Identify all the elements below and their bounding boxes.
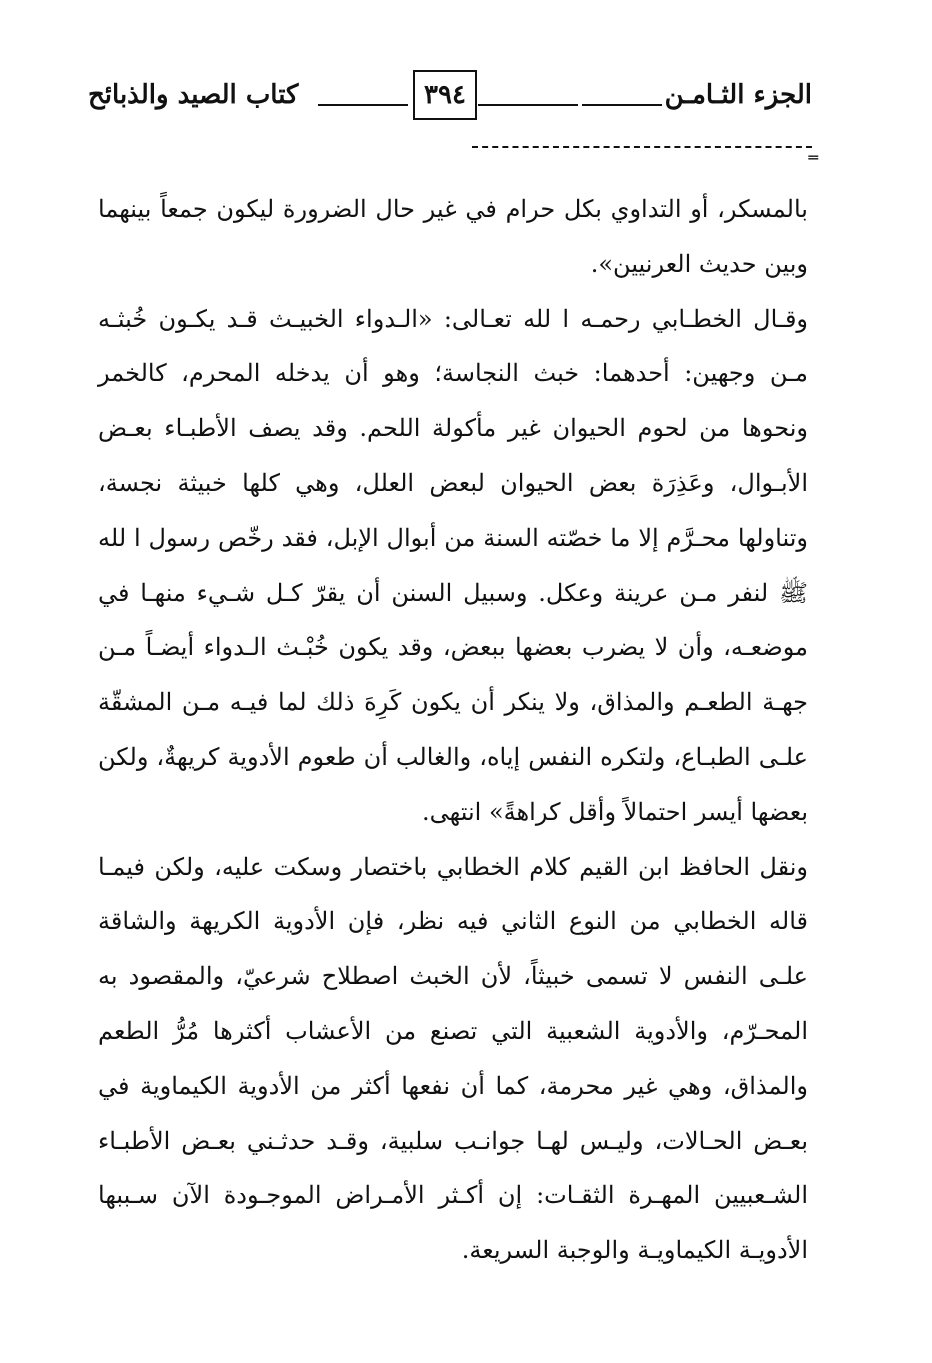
volume-title: الجزء الثـامـن [664, 80, 812, 110]
divider-mark: ═ [808, 148, 818, 167]
header-rule-center-left [318, 104, 408, 106]
body-text [98, 182, 808, 1278]
header-rule-center-right [478, 104, 578, 106]
header-rule-right [582, 104, 662, 106]
paragraph-1: بالمسكر، أو التداوي بكل حرام في غير حال الضرورة ليكون جمعاً بينهما وبين حديث العرنيين». [98, 195, 808, 278]
page-number: ٣٩٤ [413, 70, 477, 120]
paragraph-2: وقـال الخطـابي رحمـه ا لله تعـالى: «الـدواء الخبيـث قـد يكـون خُبثـه مـن وجهين: أحدهما: خبث النجاسة؛ وهو أن يدخله المحرم، كالخمر ونحوها من لحوم الحيوان غير مأكولة اللحم. وقد يصف الأطبـاء بعـض الأبـوال، وعَذِرَة بعض الحيوان لبعض العلل، وهي كلها خبيثة نجسة، وتناولها محـرَّم إلا ما خصّته السنة من أبوال الإبل، فقد رخّص رسول ا لله ﷺ لنفر مـن عرينة وعكل. وسبيل السنن أن يقرّ كـل شـيء منهـا في موضعـه، وأن لا يضرب بعضها ببعض، وقد يكون خُبْـث الـدواء أيضـاً مـن جهـة الطعـم والمذاق، ولا ينكر أن يكون كَرِهَ ذلك لما فيـه مـن المشقّة علـى الطبـاع، ولتكره النفس إياه، والغالب أن طعوم الأدوية كريهةٌ، ولكن بعضها أيسر احتمالاً وأقل كراهةً» انتهى. [98, 304, 809, 826]
book-title: كتاب الصيد والذبائح [88, 80, 299, 110]
paragraph-3: ونقل الحافظ ابن القيم كلام الخطابي باختصار وسكت عليه، ولكن فيمـا قاله الخطابي من النوع الثاني فيه نظر، فإن الأدوية الكريهة والشاقة علـى النفس لا تسمى خبيثاً، لأن الخبث اصطلاح شرعيّ، والمقصود به المحـرّم، والأدوية الشعبية التي تصنع من الأعشاب أكثرها مُرُّ الطعم والمذاق، وهي غير محرمة، كما أن نفعها أكثر من الأدوية الكيماوية في بعـض الحـالات، وليـس لهـا جوانـب سلبية، وقـد حدثـني بعـض الأطبـاء الشـعبيين المهـرة الثقـات: إن أكـثر الأمـراض الموجـودة الآن سـببها الأدويـة الكيماويـة والوجبة السريعة. [98, 852, 809, 1265]
header-divider [472, 146, 812, 148]
page-header [88, 60, 812, 130]
